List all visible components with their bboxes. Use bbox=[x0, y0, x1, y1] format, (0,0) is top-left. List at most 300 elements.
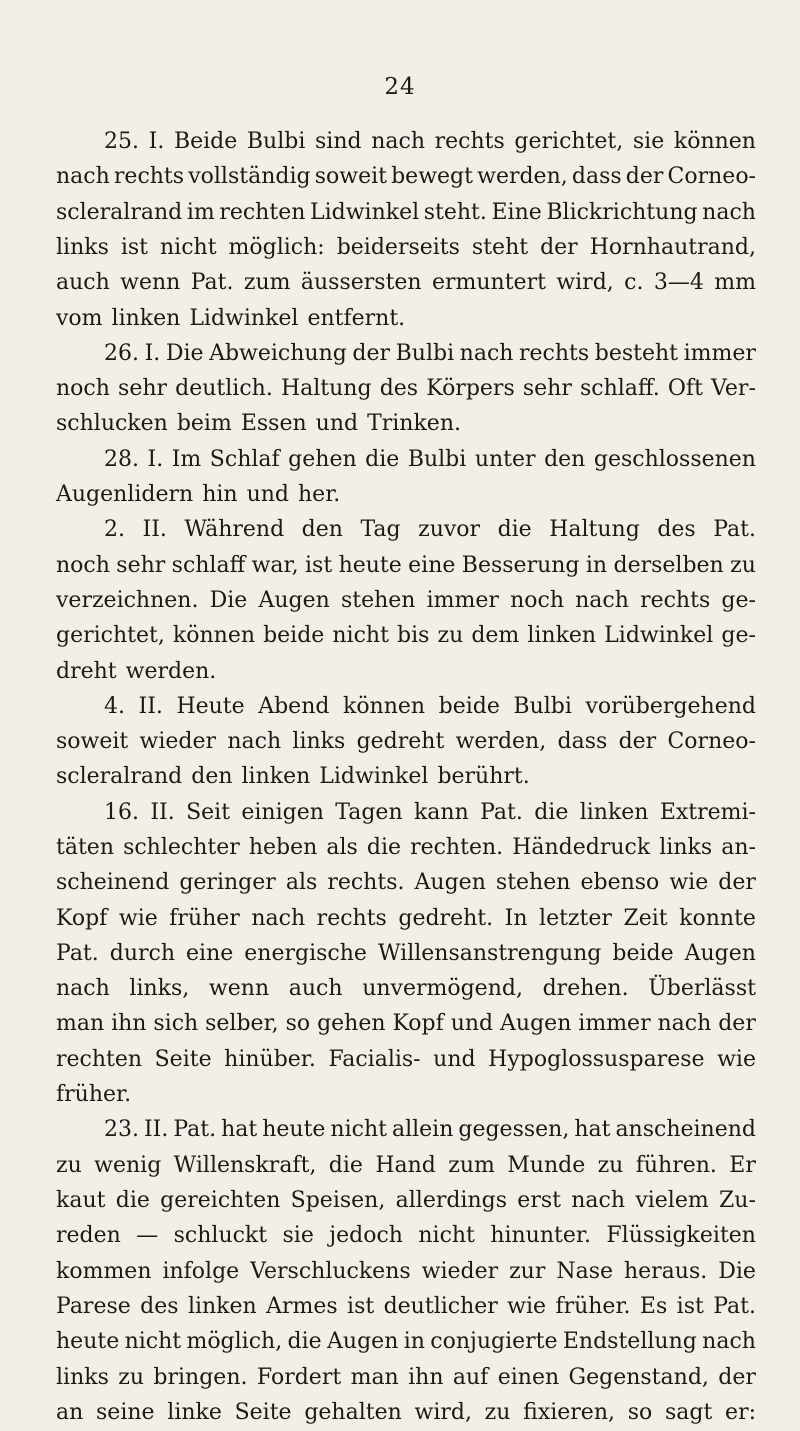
word: rechts bbox=[640, 588, 711, 613]
word: Augen bbox=[258, 588, 330, 613]
word: I. bbox=[147, 447, 164, 472]
word: werden. bbox=[125, 659, 217, 684]
word: vorübergehend bbox=[585, 694, 756, 719]
word: I. bbox=[144, 341, 161, 366]
word: in bbox=[585, 553, 608, 578]
word: gedreht bbox=[356, 729, 445, 754]
word: 16. bbox=[104, 800, 139, 825]
word: besteht bbox=[594, 341, 679, 366]
word: werden, bbox=[455, 729, 547, 754]
word: die bbox=[365, 447, 400, 472]
word: Pat. bbox=[173, 1117, 217, 1142]
word: anscheinend bbox=[615, 1117, 756, 1142]
text-line bbox=[56, 618, 756, 654]
word: kann bbox=[413, 800, 469, 825]
word: kommen bbox=[56, 1259, 152, 1284]
word: nach bbox=[371, 129, 425, 154]
word: wird, bbox=[414, 1400, 472, 1425]
word: erst bbox=[517, 1188, 561, 1213]
word: geschlossenen bbox=[593, 447, 756, 472]
word: Corneo- bbox=[667, 729, 756, 754]
word: den bbox=[544, 447, 586, 472]
word: berührt. bbox=[437, 764, 530, 789]
word: zur bbox=[509, 1259, 546, 1284]
word: können bbox=[673, 129, 756, 154]
word: rechten bbox=[56, 1047, 143, 1072]
word: I. bbox=[148, 129, 165, 154]
text-line bbox=[104, 689, 756, 725]
word: Lidwinkel bbox=[189, 306, 299, 331]
word: die bbox=[366, 835, 402, 860]
word: sehr bbox=[116, 553, 166, 578]
word: deutlich. bbox=[175, 376, 273, 401]
word: Essen bbox=[240, 411, 307, 436]
word: mm bbox=[714, 270, 756, 295]
word: zuvor bbox=[418, 517, 481, 542]
text-line bbox=[56, 1042, 756, 1078]
word: Abweichung bbox=[209, 341, 347, 366]
word: Fordert bbox=[256, 1365, 342, 1390]
word: geringer bbox=[179, 870, 276, 895]
word: den bbox=[191, 764, 233, 789]
word: II. bbox=[150, 800, 175, 825]
word: Willenskraft, bbox=[173, 1153, 317, 1178]
word: Augen bbox=[414, 870, 486, 895]
word: Seite bbox=[154, 1047, 212, 1072]
word: beide bbox=[263, 623, 325, 648]
word: Lidwinkel bbox=[604, 623, 714, 648]
word: wie bbox=[507, 1294, 547, 1319]
word: werden, bbox=[477, 164, 568, 189]
word: Hypoglossusparese bbox=[488, 1047, 705, 1072]
word: Ver- bbox=[711, 376, 756, 401]
word: stehen bbox=[495, 870, 571, 895]
word: reden bbox=[56, 1223, 121, 1248]
word: wie bbox=[118, 906, 158, 931]
word: jedoch bbox=[329, 1223, 403, 1248]
word: verzeichnen. bbox=[56, 588, 199, 613]
word: drehen. bbox=[542, 976, 629, 1001]
word: des bbox=[657, 517, 696, 542]
word: Lidwinkel bbox=[309, 200, 420, 225]
word: gehen bbox=[317, 1011, 386, 1036]
word: Flüssigkeiten bbox=[606, 1223, 756, 1248]
text-line bbox=[56, 830, 756, 866]
word: 3—4 bbox=[653, 270, 704, 295]
word: der bbox=[718, 1365, 756, 1390]
word: wie bbox=[669, 870, 709, 895]
word: hat bbox=[221, 1117, 258, 1142]
word: linken bbox=[579, 800, 649, 825]
word: auch bbox=[288, 976, 343, 1001]
word: der bbox=[625, 164, 664, 189]
word: allerdings bbox=[395, 1188, 508, 1213]
word: gehalten bbox=[304, 1400, 402, 1425]
word: zu bbox=[56, 1153, 82, 1178]
word: rechts. bbox=[327, 870, 405, 895]
word: fixieren, bbox=[523, 1400, 615, 1425]
word: Pat. bbox=[190, 270, 234, 295]
word: als bbox=[326, 835, 358, 860]
word: soweit bbox=[56, 729, 129, 754]
word: steht. bbox=[423, 200, 487, 225]
word: Verschluckens bbox=[250, 1259, 411, 1284]
text-line bbox=[56, 724, 756, 760]
word: Speisen, bbox=[290, 1188, 386, 1213]
word: gedreht. bbox=[398, 906, 494, 931]
word: der bbox=[718, 1011, 756, 1036]
word: Augen bbox=[684, 941, 756, 966]
word: zu bbox=[597, 1153, 624, 1178]
word: linken bbox=[527, 623, 597, 648]
word: c. bbox=[624, 270, 644, 295]
word: die bbox=[287, 1329, 322, 1354]
word: conjugierte bbox=[430, 1329, 558, 1354]
word: hinüber. bbox=[224, 1047, 316, 1072]
word: unter bbox=[474, 447, 536, 472]
word: rechts bbox=[113, 164, 185, 189]
word: heraus. bbox=[623, 1259, 708, 1284]
word: rechten. bbox=[410, 835, 504, 860]
word: gegessen, bbox=[458, 1117, 570, 1142]
word: wird, bbox=[556, 270, 614, 295]
word: rechts bbox=[519, 341, 590, 366]
word: so bbox=[285, 1011, 311, 1036]
word: konnte bbox=[679, 906, 756, 931]
word: Hornhautrand, bbox=[589, 235, 756, 260]
word: derselben bbox=[613, 553, 724, 578]
word: zu bbox=[118, 1365, 145, 1390]
word: nicht bbox=[332, 623, 389, 648]
word: gehen bbox=[288, 447, 357, 472]
word: letzter bbox=[539, 906, 612, 931]
word: Munde bbox=[507, 1153, 586, 1178]
word: immer bbox=[683, 341, 756, 366]
word: ist bbox=[347, 1294, 375, 1319]
text-line bbox=[56, 865, 756, 901]
word: Nase bbox=[556, 1259, 614, 1284]
word: im bbox=[186, 200, 215, 225]
word: sehr bbox=[118, 376, 168, 401]
word: Bulbi bbox=[407, 447, 467, 472]
word: er: bbox=[725, 1400, 756, 1425]
word: an bbox=[56, 1400, 84, 1425]
text-line bbox=[56, 371, 756, 407]
word: linke bbox=[167, 1400, 222, 1425]
word: seine bbox=[96, 1400, 155, 1425]
word: dass bbox=[571, 164, 622, 189]
text-line bbox=[56, 1324, 756, 1360]
word: Es bbox=[639, 1294, 668, 1319]
word: die bbox=[534, 800, 569, 825]
word: wieder bbox=[139, 729, 217, 754]
word: 23. bbox=[104, 1117, 139, 1142]
text-line bbox=[56, 1254, 756, 1290]
word: eine bbox=[186, 941, 234, 966]
word: rechten bbox=[219, 200, 306, 225]
word: vielem bbox=[635, 1188, 709, 1213]
text-line bbox=[104, 1112, 756, 1148]
word: ihn bbox=[111, 1011, 147, 1036]
word: Pat. bbox=[713, 517, 756, 542]
text-line bbox=[56, 406, 756, 442]
word: Zu- bbox=[719, 1188, 756, 1213]
word: Hand bbox=[375, 1153, 436, 1178]
word: führen. bbox=[635, 1153, 717, 1178]
word: sehr bbox=[522, 376, 572, 401]
text-line bbox=[56, 265, 756, 301]
word: scleralrand bbox=[56, 200, 183, 225]
word: Facialis- bbox=[328, 1047, 421, 1072]
word: Armes bbox=[266, 1294, 338, 1319]
word: dreht bbox=[56, 659, 117, 684]
word: gerichtet, bbox=[56, 623, 165, 648]
word: und bbox=[315, 411, 359, 436]
word: Bulbi bbox=[246, 129, 306, 154]
text-line bbox=[56, 936, 756, 972]
word: Er bbox=[729, 1153, 756, 1178]
word: steht bbox=[471, 235, 529, 260]
word: ge- bbox=[721, 588, 756, 613]
word: links bbox=[292, 729, 346, 754]
text-line bbox=[56, 971, 756, 1007]
word: Beide bbox=[173, 129, 238, 154]
word: noch bbox=[510, 588, 564, 613]
word: früher. bbox=[56, 1082, 132, 1107]
word: Händedruck bbox=[512, 835, 651, 860]
text-line bbox=[56, 477, 756, 513]
word: Blickrichtung bbox=[546, 200, 698, 225]
word: täten bbox=[56, 835, 114, 860]
word: heben bbox=[248, 835, 318, 860]
word: einen bbox=[497, 1365, 560, 1390]
word: der bbox=[618, 729, 657, 754]
word: beiderseits bbox=[336, 235, 460, 260]
word: Bulbi bbox=[513, 694, 572, 719]
word: beide bbox=[438, 694, 500, 719]
word: man bbox=[56, 1011, 105, 1036]
text-line bbox=[104, 512, 756, 548]
word: in bbox=[403, 1329, 425, 1354]
word: noch bbox=[56, 376, 110, 401]
word: allein bbox=[391, 1117, 454, 1142]
word: ermuntert bbox=[431, 270, 546, 295]
word: scheinend bbox=[56, 870, 170, 895]
word: nach bbox=[459, 341, 514, 366]
word: entfernt. bbox=[307, 306, 406, 331]
word: Die bbox=[209, 588, 248, 613]
word: Extremi- bbox=[659, 800, 756, 825]
word: noch bbox=[56, 553, 110, 578]
word: bis bbox=[397, 623, 430, 648]
word: nicht bbox=[160, 235, 217, 260]
word: heute bbox=[262, 1117, 326, 1142]
word: einigen bbox=[241, 800, 324, 825]
word: Lidwinkel bbox=[319, 764, 429, 789]
word: Die bbox=[165, 341, 204, 366]
word: Haltung bbox=[549, 517, 640, 542]
text-line bbox=[104, 336, 756, 372]
word: Die bbox=[718, 1259, 756, 1284]
word: 4. bbox=[104, 694, 125, 719]
word: immer bbox=[426, 588, 499, 613]
word: Pat. bbox=[713, 1294, 756, 1319]
word: Willensanstrengung bbox=[377, 941, 602, 966]
word: wenn bbox=[120, 270, 181, 295]
word: Seit bbox=[186, 800, 231, 825]
word: 2. bbox=[104, 517, 125, 542]
word: können bbox=[172, 623, 256, 648]
word: möglich, bbox=[186, 1329, 283, 1354]
text-line bbox=[56, 195, 756, 231]
word: durch bbox=[109, 941, 176, 966]
word: und bbox=[450, 1011, 494, 1036]
word: links bbox=[659, 835, 713, 860]
word: gerichtet, bbox=[514, 129, 624, 154]
word: energische bbox=[244, 941, 367, 966]
word: Körpers bbox=[426, 376, 515, 401]
word: Kopf bbox=[392, 1011, 444, 1036]
word: scleralrand bbox=[56, 764, 183, 789]
word: stehen bbox=[340, 588, 416, 613]
word: der bbox=[352, 341, 391, 366]
word: Schlaf bbox=[209, 447, 280, 472]
word: zu bbox=[730, 553, 756, 578]
word: ist bbox=[305, 553, 333, 578]
word: Überlässt bbox=[648, 976, 756, 1001]
word: nach bbox=[251, 906, 306, 931]
word: Pat. bbox=[56, 941, 99, 966]
word: zum bbox=[243, 270, 291, 295]
word: linken bbox=[241, 764, 311, 789]
word: auch bbox=[56, 270, 110, 295]
word: ist bbox=[120, 235, 149, 260]
word: zu bbox=[484, 1400, 511, 1425]
text-line bbox=[56, 1395, 756, 1431]
word: wenig bbox=[94, 1153, 162, 1178]
text-line bbox=[56, 1006, 756, 1042]
word: Heute bbox=[176, 694, 245, 719]
word: sagt bbox=[664, 1400, 713, 1425]
word: Corneo- bbox=[667, 164, 756, 189]
word: auf bbox=[452, 1365, 489, 1390]
word: die bbox=[115, 1188, 150, 1213]
word: links bbox=[56, 1365, 109, 1390]
word: wenn bbox=[208, 976, 270, 1001]
word: nach bbox=[702, 200, 756, 225]
text-line bbox=[56, 1183, 756, 1219]
word: war, bbox=[251, 553, 299, 578]
word: äussersten bbox=[300, 270, 422, 295]
word: Besserung bbox=[461, 553, 580, 578]
word: unvermögend, bbox=[362, 976, 523, 1001]
word: ihn bbox=[408, 1365, 444, 1390]
word: an- bbox=[721, 835, 756, 860]
word: können bbox=[342, 694, 426, 719]
text-line bbox=[56, 548, 756, 584]
word: vom bbox=[56, 306, 103, 331]
word: so bbox=[627, 1400, 653, 1425]
word: kaut bbox=[56, 1188, 106, 1213]
word: gereichten bbox=[160, 1188, 281, 1213]
word: Pat. bbox=[480, 800, 523, 825]
word: schluckt bbox=[173, 1223, 268, 1248]
word: die bbox=[328, 1153, 363, 1178]
word: beide bbox=[612, 941, 674, 966]
text-line bbox=[56, 1077, 756, 1113]
word: heute bbox=[56, 1329, 120, 1354]
word: Tag bbox=[360, 517, 401, 542]
word: Augenlidern bbox=[56, 482, 194, 507]
text-line bbox=[56, 654, 756, 690]
word: Haltung bbox=[280, 376, 372, 401]
word: nach bbox=[227, 729, 282, 754]
word: man bbox=[350, 1365, 399, 1390]
word: der bbox=[540, 235, 578, 260]
word: Augen bbox=[327, 1329, 399, 1354]
word: nach bbox=[575, 588, 629, 613]
word: linken bbox=[187, 1294, 257, 1319]
word: schlucken bbox=[56, 411, 168, 436]
word: hinunter. bbox=[490, 1223, 591, 1248]
word: und bbox=[433, 1047, 476, 1072]
word: Während bbox=[184, 517, 285, 542]
word: Endstellung bbox=[562, 1329, 697, 1354]
text-line bbox=[104, 124, 756, 160]
word: Im bbox=[171, 447, 202, 472]
word: möglich: bbox=[228, 235, 325, 260]
text-line bbox=[56, 230, 756, 266]
word: 26. bbox=[104, 341, 139, 366]
word: des bbox=[379, 376, 419, 401]
word: immer bbox=[578, 1011, 651, 1036]
word: nicht bbox=[124, 1329, 182, 1354]
word: rechts bbox=[434, 129, 505, 154]
word: Oft bbox=[667, 376, 703, 401]
text-line bbox=[56, 759, 756, 795]
word: ebenso bbox=[580, 870, 660, 895]
word: heute bbox=[338, 553, 402, 578]
word: Eine bbox=[491, 200, 542, 225]
word: selber, bbox=[205, 1011, 279, 1036]
text-line bbox=[56, 1148, 756, 1184]
word: her. bbox=[298, 482, 341, 507]
word: 28. bbox=[104, 447, 139, 472]
word: nach bbox=[56, 976, 110, 1001]
word: sie bbox=[282, 1223, 314, 1248]
word: Zeit bbox=[623, 906, 668, 931]
word: des bbox=[140, 1294, 179, 1319]
text-line bbox=[56, 301, 756, 337]
word: früher. bbox=[555, 1294, 631, 1319]
word: linken bbox=[111, 306, 181, 331]
text-line bbox=[56, 1218, 756, 1254]
word: links bbox=[56, 235, 109, 260]
word: Gegenstand, bbox=[568, 1365, 709, 1390]
word: die bbox=[497, 517, 532, 542]
text-line bbox=[56, 159, 756, 195]
word: dass bbox=[557, 729, 608, 754]
word: sind bbox=[315, 129, 362, 154]
word: II. bbox=[138, 694, 163, 719]
word: hat bbox=[574, 1117, 611, 1142]
word: wieder bbox=[421, 1259, 499, 1284]
word: Augen bbox=[500, 1011, 572, 1036]
word: hin bbox=[202, 482, 238, 507]
word: rechts bbox=[316, 906, 387, 931]
text-line bbox=[56, 901, 756, 937]
word: Bulbi bbox=[395, 341, 455, 366]
